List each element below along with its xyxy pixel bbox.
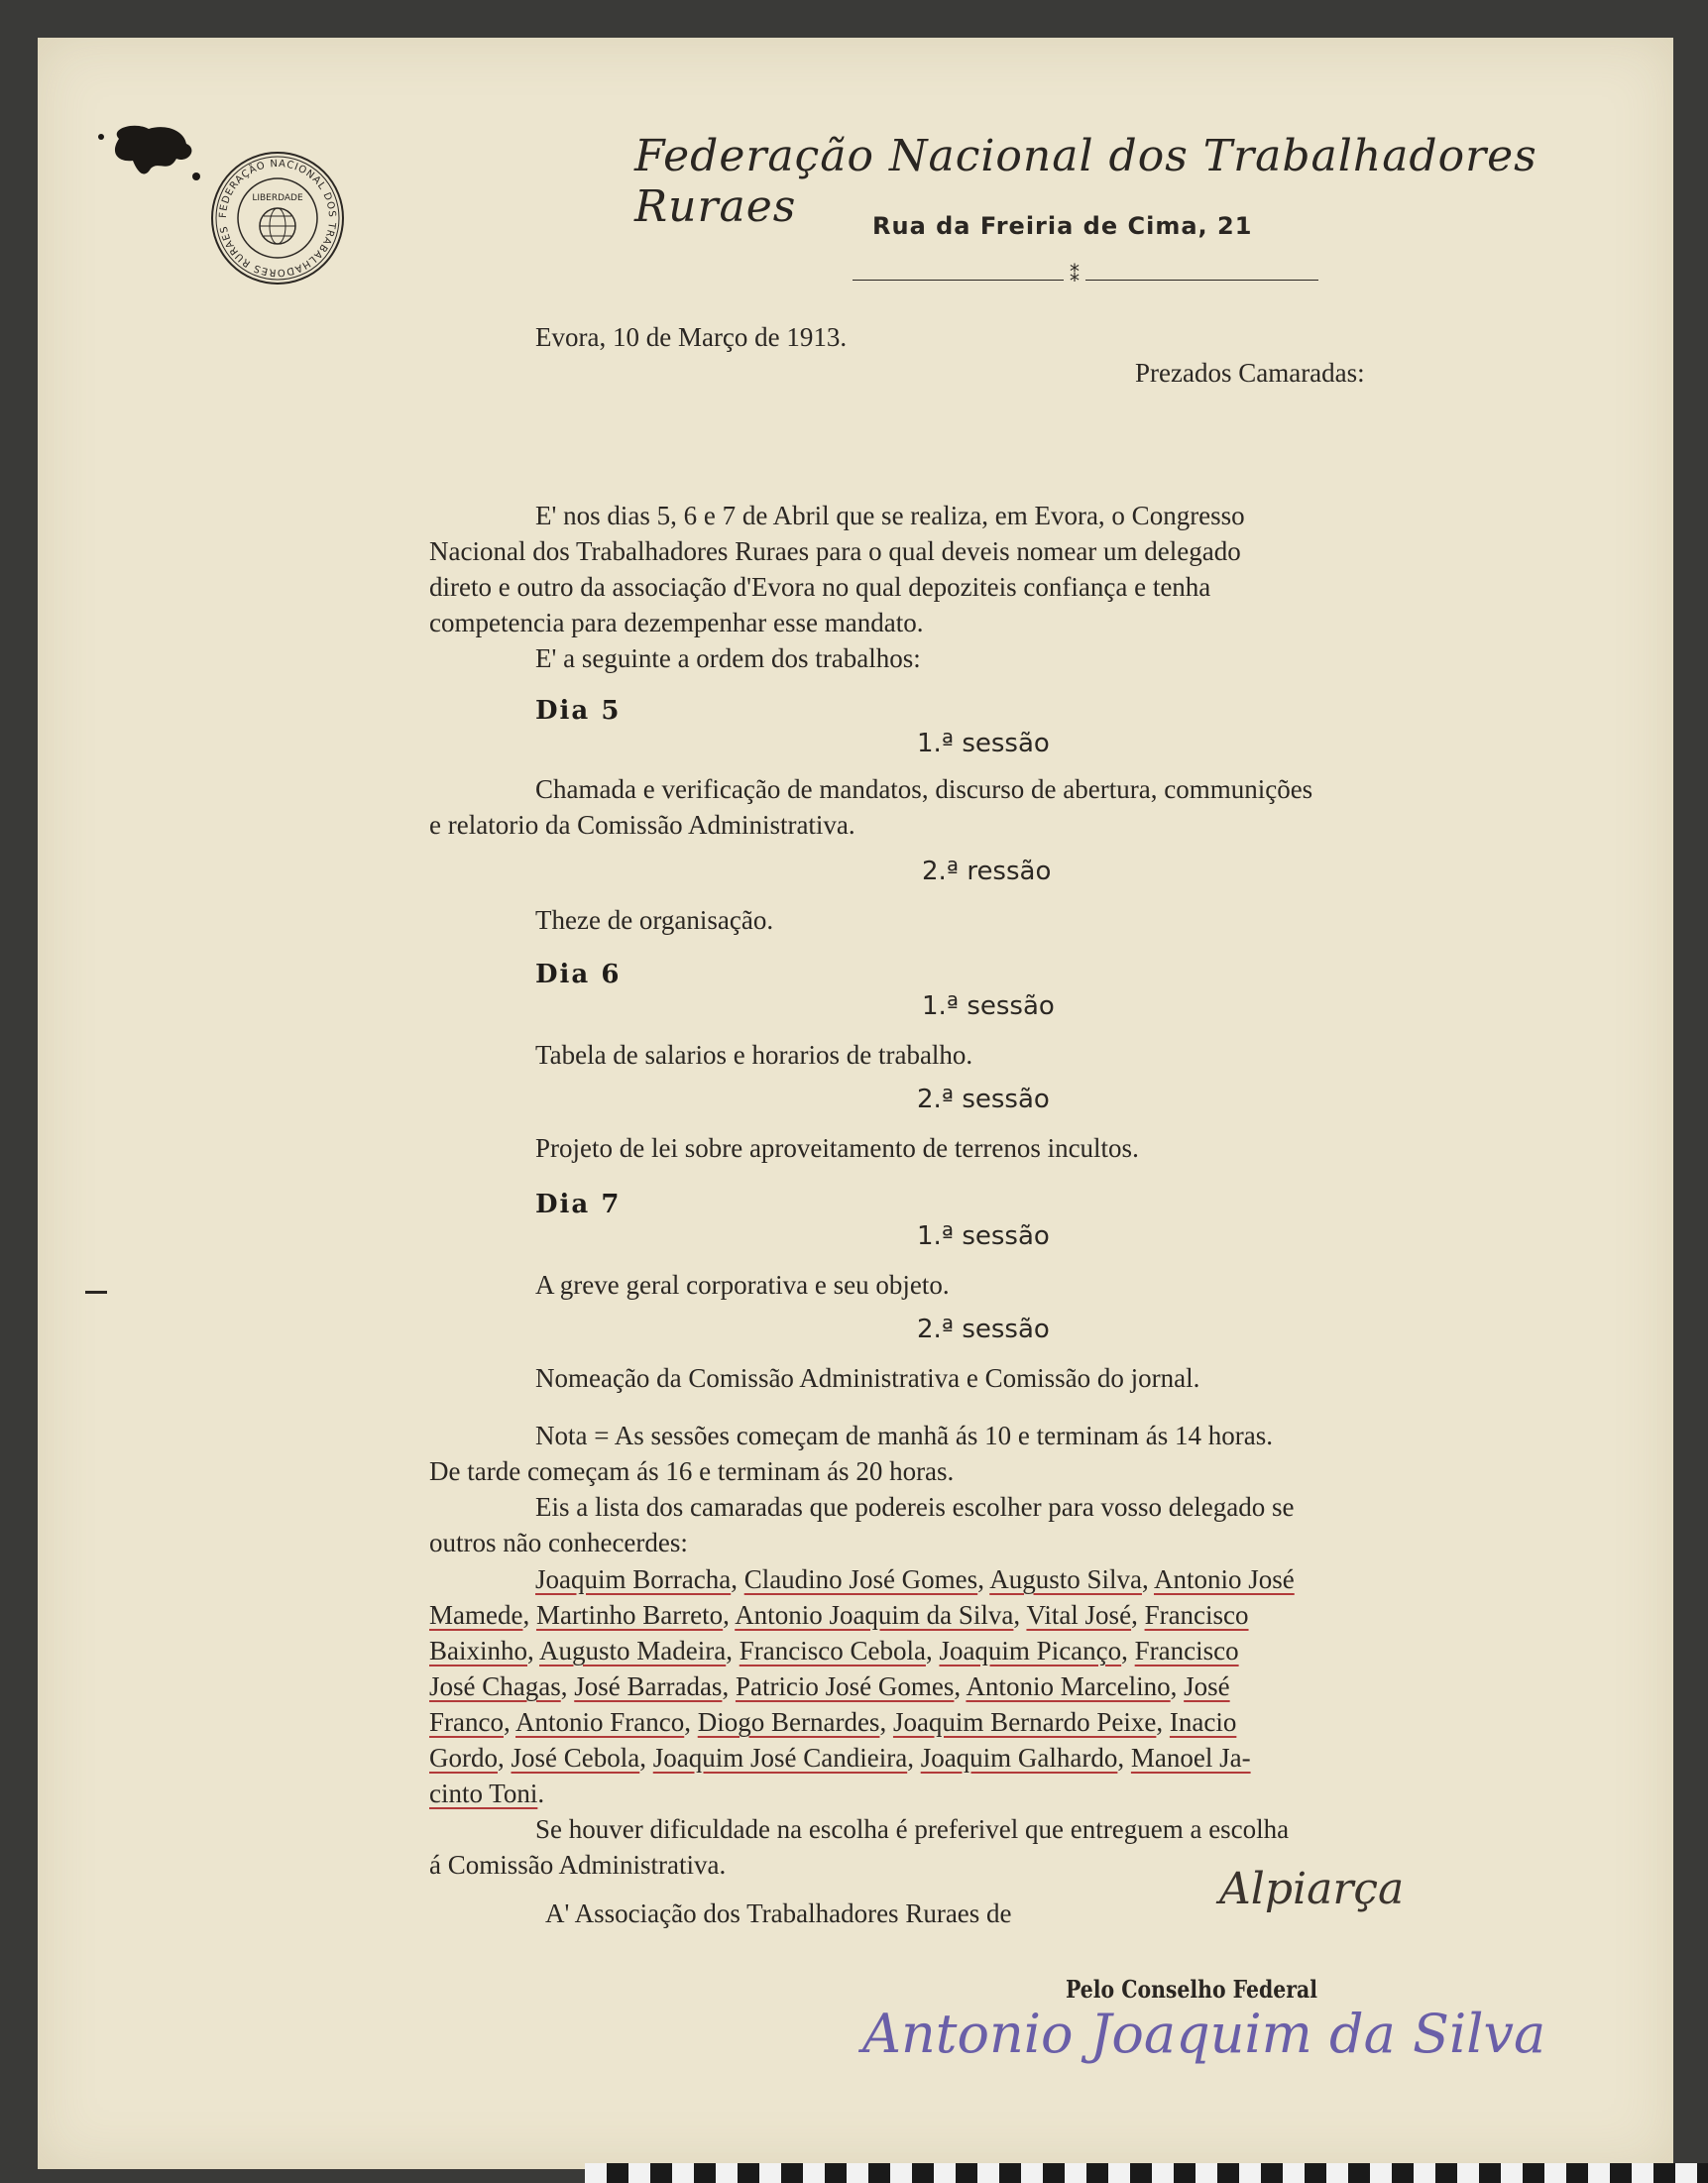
names-line-5: Franco, Antonio Franco, Diogo Bernardes, Joaquim Bernardo Peixe, Inacio: [429, 1707, 1237, 1737]
name: Baixinho: [429, 1636, 527, 1666]
day-7-session-2: 2.ª sessão: [917, 1315, 1050, 1344]
handwritten-signature: Antonio Joaquim da Silva: [862, 2003, 1546, 2065]
closing-line-2: á Comissão Administrativa.: [429, 1850, 727, 1880]
seal-inner-text: LIBERDADE: [252, 193, 303, 203]
name: José: [1184, 1671, 1230, 1701]
letterhead-title: Federação Nacional dos Trabalhadores Ruraes: [634, 131, 1537, 232]
names-line-1: Joaquim Borracha, Claudino José Gomes, Augusto Silva, Antonio José: [535, 1564, 1295, 1594]
day-5-session-1-line-2: e relatorio da Comissão Administrativa.: [429, 810, 855, 840]
list-intro-line-1: Eis a lista dos camaradas que podereis escolher para vosso delegado se: [535, 1492, 1295, 1522]
name: Francisco: [1144, 1600, 1249, 1630]
day-6-session-2: 2.ª sessão: [917, 1085, 1050, 1114]
nota-line-2: De tarde começam ás 16 e terminam ás 20 horas.: [429, 1456, 955, 1486]
names-line-7: cinto Toni.: [429, 1779, 545, 1808]
day-5-session-1: 1.ª sessão: [917, 729, 1050, 758]
margin-mark: [85, 1291, 107, 1294]
name: Vital José: [1026, 1600, 1132, 1630]
name: Patricio José Gomes: [735, 1671, 955, 1701]
nota-line-1: Nota = As sessões começam de manhã ás 10 e terminam ás 14 horas.: [535, 1421, 1274, 1450]
name: Mamede: [429, 1600, 523, 1630]
letterhead-address: Rua da Freiria de Cima, 21: [872, 212, 1253, 240]
name: Manoel Ja-: [1130, 1743, 1251, 1773]
day-5-heading: Dia 5: [535, 696, 622, 726]
name: Franco: [429, 1707, 504, 1737]
handwritten-place: Alpiarça: [1219, 1864, 1405, 1914]
para1-line-3: direto e outro da associação d'Evora no qual depoziteis confiança e tenha: [429, 572, 1211, 602]
letter-page: [38, 38, 1673, 2169]
date-line: Evora, 10 de Março de 1913.: [535, 322, 848, 352]
name: cinto Toni: [429, 1779, 538, 1808]
names-line-2: Mamede, Martinho Barreto, Antonio Joaquim da Silva, Vital José, Francisco: [429, 1600, 1249, 1630]
name: José Chagas: [429, 1671, 561, 1701]
day-7-heading: Dia 7: [535, 1190, 622, 1219]
name: Joaquim José Candieira: [652, 1743, 908, 1773]
salutation: Prezados Camaradas:: [1135, 358, 1365, 388]
signature-caption: Pelo Conselho Federal: [1066, 1975, 1317, 2004]
names-line-6: Gordo, José Cebola, Joaquim José Candieira, Joaquim Galhardo, Manoel Ja-: [429, 1743, 1251, 1773]
day-5-session-2: 2.ª ressão: [922, 857, 1052, 886]
para1-line-4: competencia para dezempenhar esse mandato.: [429, 608, 924, 637]
name: Joaquim Borracha: [535, 1564, 732, 1594]
ink-blot: [89, 99, 208, 193]
day-7-session-1-line-1: A greve geral corporativa e seu objeto.: [535, 1270, 950, 1300]
day-6-session-1: 1.ª sessão: [922, 991, 1055, 1021]
letterhead-rule: [853, 280, 1318, 281]
para1-line-1: E' nos dias 5, 6 e 7 de Abril que se realiza, em Evora, o Congresso: [535, 501, 1245, 530]
names-line-3: Baixinho, Augusto Madeira, Francisco Cebola, Joaquim Picanço, Francisco: [429, 1636, 1239, 1666]
day-6-session-2-line-1: Projeto de lei sobre aproveitamento de terrenos incultos.: [535, 1133, 1139, 1163]
name: Antonio Marcelino: [966, 1671, 1171, 1701]
addressee-line: A' Associação dos Trabalhadores Ruraes de: [545, 1898, 1012, 1928]
name: Antonio Joaquim da Silva: [735, 1600, 1014, 1630]
order-intro: E' a seguinte a ordem dos trabalhos:: [535, 643, 921, 673]
para1-line-2: Nacional dos Trabalhadores Ruraes para o qual deveis nomear um delegado: [429, 536, 1241, 566]
names-line-4: José Chagas, José Barradas, Patricio José Gomes, Antonio Marcelino, José: [429, 1671, 1230, 1701]
day-7-session-1: 1.ª sessão: [917, 1221, 1050, 1251]
day-7-session-2-line-1: Nomeação da Comissão Administrativa e Comissão do jornal.: [535, 1363, 1200, 1393]
name: Antonio José: [1153, 1564, 1295, 1594]
day-5-session-2-line-1: Theze de organisação.: [535, 905, 774, 935]
scale-ruler: [585, 2163, 1708, 2183]
day-6-heading: Dia 6: [535, 960, 622, 989]
closing-line-1: Se houver dificuldade na escolha é preferivel que entreguem a escolha: [535, 1814, 1290, 1844]
name: Gordo: [429, 1743, 498, 1773]
name: Martinho Barreto: [535, 1600, 724, 1630]
day-5-session-1-line-1: Chamada e verificação de mandatos, discurso de abertura, communições: [535, 774, 1313, 804]
name: Francisco: [1134, 1636, 1239, 1666]
name: Claudino José Gomes: [743, 1564, 978, 1594]
name: Francisco Cebola: [739, 1636, 926, 1666]
organisation-seal: [208, 149, 347, 287]
name: José Barradas: [574, 1671, 723, 1701]
name: Augusto Madeira: [539, 1636, 727, 1666]
name: Antonio Franco: [515, 1707, 685, 1737]
name: Augusto Silva: [989, 1564, 1142, 1594]
name: Joaquim Picanço: [939, 1636, 1122, 1666]
list-intro-line-2: outros não conhecerdes:: [429, 1528, 688, 1557]
name: Joaquim Bernardo Peixe: [892, 1707, 1157, 1737]
day-6-session-1-line-1: Tabela de salarios e horarios de trabalho.: [535, 1040, 973, 1070]
rule-ornament: ⁑: [1064, 266, 1085, 286]
name: Joaquim Galhardo: [920, 1743, 1118, 1773]
name: Inacio: [1169, 1707, 1237, 1737]
seal-outer-text: FEDERAÇÃO NACIONAL DOS TRABALHADORES RURAES: [217, 158, 338, 279]
svg-text:FEDERAÇÃO NACIONAL DOS TRABALH: [218, 159, 337, 278]
name: José Cebola: [511, 1743, 640, 1773]
name: Diogo Bernardes: [697, 1707, 880, 1737]
